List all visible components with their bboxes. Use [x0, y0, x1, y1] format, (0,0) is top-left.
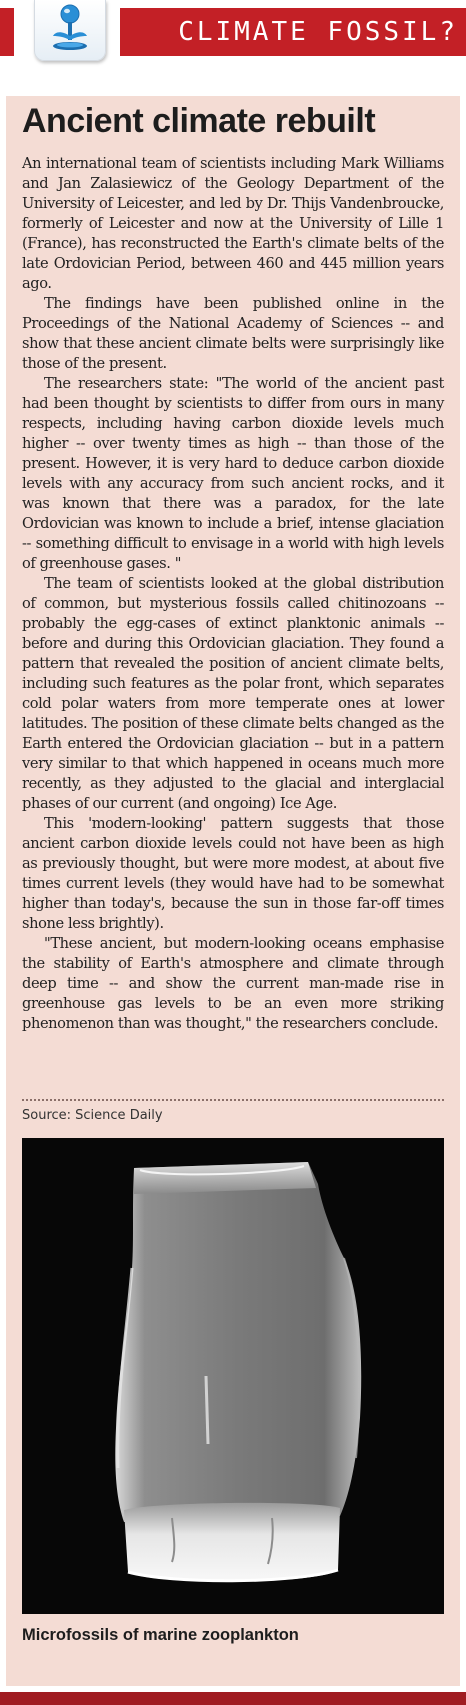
article-headline: Ancient climate rebuilt [22, 102, 376, 140]
section-logo [34, 0, 106, 61]
header-accent-bar [0, 8, 14, 56]
dotted-divider [22, 1099, 444, 1101]
source-credit: Source: Science Daily [22, 1108, 163, 1123]
section-title: CLIMATE FOSSIL? [178, 17, 458, 47]
chitinozoan-fossil-image [22, 1138, 444, 1614]
fossil-photo [22, 1138, 444, 1614]
article-paragraph: This 'modern-looking' pattern suggests that those ancient carbon dioxide levels could not have been as high as previously thought, but were more modest, at about five times current levels (they would have had to be somewhat higher than today's, because the sun in those far-off times shone less brightly). [22, 815, 444, 932]
article-paragraph: The findings have been published online in the Proceedings of the National Academy of Sciences -- and show that these ancient climate belts were surprisingly like those of the present. [22, 295, 444, 372]
article-paragraph: The researchers state: "The world of the ancient past had been thought by scientists to differ from ours in many respects, including having carbon dioxide levels much higher -- over twenty times as high -- than those of the present. However, it is very hard to deduce carbon dioxide levels with any accuracy from such ancient rocks, and it was known that there was a paradox, for the late Ordovician was known to include a brief, intense glaciation -- something difficult to envisage in a world with high levels of greenhouse gases. " [22, 375, 444, 572]
footer-accent-bar [0, 1692, 466, 1705]
microscope-globe-icon [35, 0, 105, 60]
page-header [0, 0, 466, 95]
article-panel [6, 96, 460, 1686]
article-body [22, 154, 444, 1034]
section-banner [120, 8, 466, 56]
photo-caption: Microfossils of marine zooplankton [22, 1626, 299, 1644]
article-paragraph: An international team of scientists including Mark Williams and Jan Zalasiewicz of the Geology Department of the University of Leicester, and led by Dr. Thijs Vandenbroucke, formerly of Leicester and now at the University of Lille 1 (France), has reconstructed the Earth's climate belts of the late Ordovician Period, between 460 and 445 million years ago. [22, 155, 444, 292]
article-paragraph: The team of scientists looked at the global distribution of common, but mysterious fossils called chitinozoans -- probably the egg-cases of extinct planktonic animals -- before and during this Ordovician glaciation. They found a pattern that revealed the position of ancient climate belts, including such features as the polar front, which separates cold polar waters from more temperate ones at lower latitudes. The position of these climate belts changed as the Earth entered the Ordovician glaciation -- but in a pattern very similar to that which happened in oceans much more recently, as they adjusted to the glacial and interglacial phases of our current (and ongoing) Ice Age. [22, 575, 444, 812]
article-paragraph: "These ancient, but modern-looking oceans emphasise the stability of Earth's atmosphere and climate through deep time -- and show the current man-made rise in greenhouse gas levels to be an even more striking phenomenon than was thought," the researchers conclude. [22, 935, 444, 1032]
